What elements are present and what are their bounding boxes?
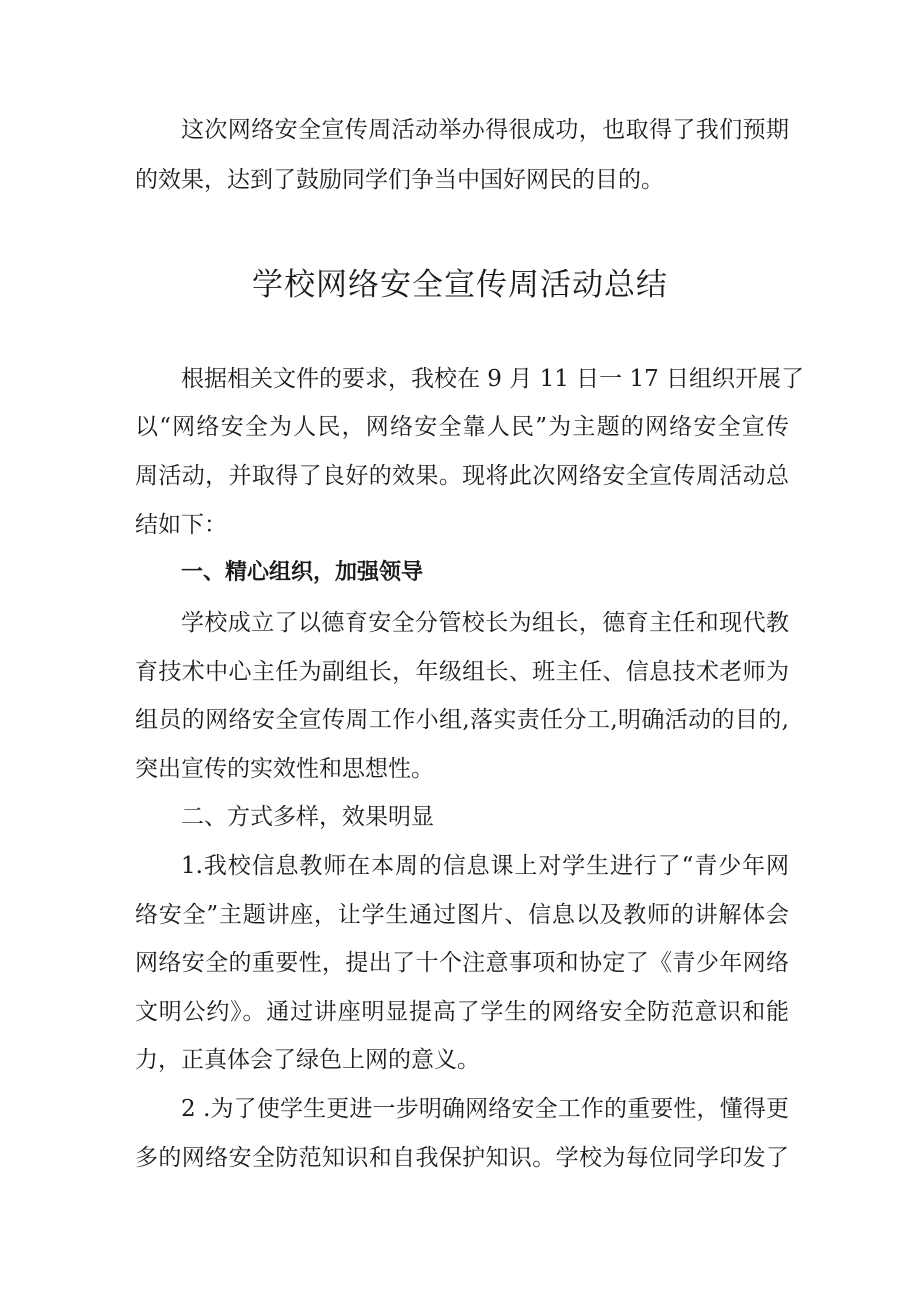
item-1-line-3: 网络安全的重要性，提出了十个注意事项和协定了《青少年网络: [135, 950, 789, 976]
intro-line-2: 的效果，达到了鼓励同学们争当中国好网民的目的。: [135, 167, 664, 193]
document-title: 学校网络安全宣传周活动总结: [252, 267, 668, 303]
section-1-line-1: 学校成立了以德育安全分管校长为组长，德育主任和现代教: [181, 610, 789, 636]
item-2-line-1: 2 .为了使学生更进一步明确网络安全工作的重要性，懂得更: [181, 1096, 789, 1122]
item-1-line-5: 力，正真体会了绿色上网的意义。: [135, 1047, 480, 1073]
section-2-heading: 二、方式多样，效果明显: [181, 804, 434, 830]
intro-line-1: 这次网络安全宣传周活动举办得很成功，也取得了我们预期: [181, 117, 789, 143]
item-1-line-2: 络安全”主题讲座，让学生通过图片、信息以及教师的讲解体会: [135, 902, 789, 928]
section-1-line-4: 突出宣传的实效性和思想性。: [135, 756, 434, 782]
item-1-line-1: 1.我校信息教师在本周的信息课上对学生进行了“青少年网: [181, 853, 789, 879]
section-1-heading: 一、精心组织，加强领导: [181, 560, 424, 585]
opening-line-2: 以“网络安全为人民，网络安全靠人民”为主题的网络安全宣传: [135, 414, 789, 440]
item-2-line-2: 多的网络安全防范知识和自我保护知识。学校为每位同学印发了: [135, 1145, 789, 1171]
opening-line-3: 周活动，并取得了良好的效果。现将此次网络安全宣传周活动总: [135, 463, 789, 489]
opening-line-1: 根据相关文件的要求，我校在 9 月 11 日一 17 日组织开展了: [181, 366, 805, 392]
item-1-line-4: 文明公约》。通过讲座明显提高了学生的网络安全防范意识和能: [135, 999, 789, 1025]
opening-line-4: 结如下：: [135, 512, 227, 538]
section-1-line-2: 育技术中心主任为副组长，年级组长、班主任、信息技术老师为: [135, 659, 789, 685]
section-1-line-3: 组员的网络安全宣传周工作小组,落实责任分工,明确活动的目的,: [135, 707, 789, 733]
